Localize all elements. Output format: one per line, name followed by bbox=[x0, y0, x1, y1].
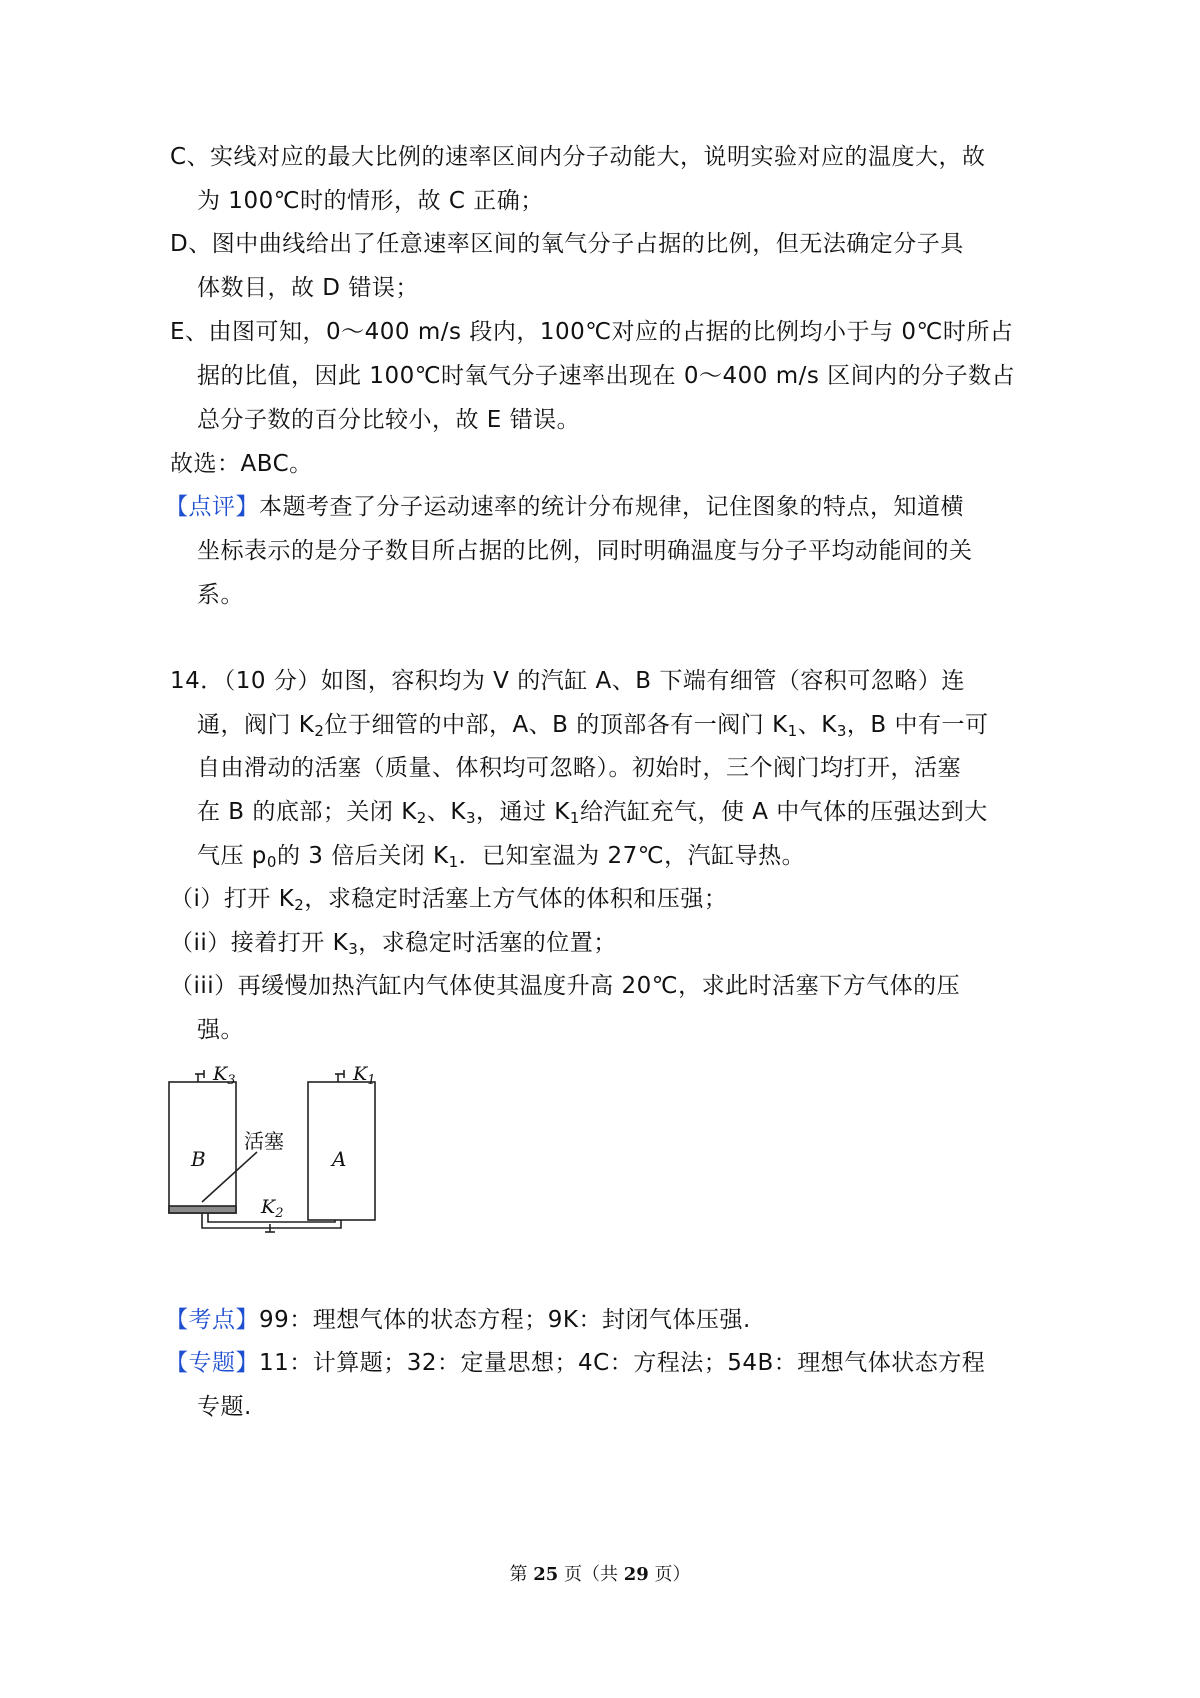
sub-question-ii bbox=[170, 928, 617, 958]
label-a: A bbox=[332, 1147, 347, 1171]
comment-line-2: 坐标表示的是分子数目所占据的比例，同时明确温度与分子平均动能间的关 bbox=[197, 538, 973, 564]
q14-l2-sub-3: 3 bbox=[836, 722, 847, 740]
q14-l4-part-d: 给汽缸充气，使 A 中气体的压强达到大 bbox=[579, 799, 988, 825]
q14-l2-part-d: ，B 中有一可 bbox=[846, 712, 989, 738]
option-c-line-1: C、实线对应的最大比例的速率区间内分子动能大，说明实验对应的温度大，故 bbox=[170, 144, 986, 170]
question-14-line-5 bbox=[197, 841, 805, 871]
footer-page-number: 25 bbox=[533, 1564, 559, 1585]
comment-text-1: 本题考查了分子运动速率的统计分布规律，记住图象的特点，知道横 bbox=[259, 494, 964, 520]
piston-pointer-line bbox=[202, 1152, 257, 1202]
label-k1: $K_1$ bbox=[353, 1063, 376, 1088]
footer-middle: 页（共 bbox=[558, 1564, 624, 1585]
q14-l5-sub-1: 0 bbox=[266, 853, 277, 871]
zhuanti-line-1 bbox=[165, 1348, 985, 1378]
kaodian-text: 99：理想气体的状态方程；9K：封闭气体压强. bbox=[259, 1307, 751, 1333]
kaodian-line bbox=[165, 1305, 751, 1335]
answer-line: 故选：ABC。 bbox=[170, 451, 313, 477]
zhuanti-tag: 【专题】 bbox=[165, 1350, 259, 1376]
sub-question-ii-part-b: ，求稳定时活塞的位置； bbox=[358, 930, 617, 956]
cylinder-figure bbox=[160, 1060, 390, 1240]
q14-l4-sub-1: 2 bbox=[416, 809, 427, 827]
q14-l2-sub-1: 2 bbox=[314, 722, 325, 740]
kaodian-tag: 【考点】 bbox=[165, 1307, 259, 1333]
question-14-line-1: 14．（10 分）如图，容积均为 V 的汽缸 A、B 下端有细管（容积可忽略）连 bbox=[170, 668, 965, 694]
option-c-line-2: 为 100℃时的情形，故 C 正确； bbox=[197, 188, 544, 214]
sub-question-i bbox=[170, 884, 727, 914]
q14-l5-part-b: 的 3 倍后关闭 K bbox=[276, 843, 449, 869]
sub-question-ii-part-a: （ii）接着打开 K bbox=[170, 930, 349, 956]
zhuanti-line-2: 专题. bbox=[197, 1394, 252, 1420]
sub-question-ii-sub: 3 bbox=[348, 940, 359, 958]
q14-l2-part-a: 通，阀门 K bbox=[197, 712, 315, 738]
footer-total-pages: 29 bbox=[623, 1564, 649, 1585]
comment-line-1 bbox=[165, 492, 964, 522]
label-b: B bbox=[191, 1147, 206, 1171]
sub-question-i-part-a: （i）打开 K bbox=[170, 886, 295, 912]
page-footer bbox=[0, 1563, 1200, 1587]
sub-question-i-part-b: ，求稳定时活塞上方气体的体积和压强； bbox=[304, 886, 728, 912]
q14-l2-part-b: 位于细管的中部，A、B 的顶部各有一阀门 K bbox=[324, 712, 788, 738]
footer-suffix: 页） bbox=[648, 1564, 691, 1585]
sub-question-iii-line-1: （iii）再缓慢加热汽缸内气体使其温度升高 20℃，求此时活塞下方气体的压 bbox=[170, 973, 961, 999]
option-d-line-1: D、图中曲线给出了任意速率区间的氧气分子占据的比例，但无法确定分子具 bbox=[170, 231, 964, 257]
q14-l5-part-c: ．已知室温为 27℃，汽缸导热。 bbox=[458, 843, 806, 869]
q14-l4-part-a: 在 B 的底部；关闭 K bbox=[197, 799, 417, 825]
label-k3: $K_3$ bbox=[213, 1063, 236, 1088]
footer-prefix: 第 bbox=[509, 1564, 534, 1585]
option-d-line-2: 体数目，故 D 错误； bbox=[197, 275, 419, 301]
zhuanti-text-1: 11：计算题；32：定量思想；4C：方程法；54B：理想气体状态方程 bbox=[259, 1350, 986, 1376]
q14-l4-part-c: ，通过 K bbox=[475, 799, 570, 825]
q14-l4-sub-2: 3 bbox=[465, 809, 476, 827]
label-k2: $K_2$ bbox=[261, 1196, 284, 1221]
sub-question-iii-line-2: 强。 bbox=[197, 1017, 244, 1043]
question-14-line-4 bbox=[197, 797, 988, 827]
option-e-line-2: 据的比值，因此 100℃时氧气分子速率出现在 0～400 m/s 区间内的分子数占 bbox=[197, 363, 1016, 389]
piston bbox=[169, 1206, 236, 1213]
label-piston: 活塞 bbox=[244, 1129, 284, 1153]
q14-l4-sub-3: 1 bbox=[569, 809, 580, 827]
comment-tag: 【点评】 bbox=[165, 494, 259, 520]
option-e-line-3: 总分子数的百分比较小，故 E 错误。 bbox=[197, 407, 581, 433]
comment-line-3: 系。 bbox=[197, 582, 244, 608]
option-e-line-1: E、由图可知，0～400 m/s 段内，100℃对应的占据的比例均小于与 0℃时所占 bbox=[170, 319, 1014, 345]
question-14-line-2 bbox=[197, 710, 988, 740]
q14-l4-part-b: 、K bbox=[426, 799, 466, 825]
q14-l5-sub-2: 1 bbox=[448, 853, 459, 871]
question-14-line-3: 自由滑动的活塞（质量、体积均可忽略）。初始时，三个阀门均打开，活塞 bbox=[197, 755, 961, 781]
q14-l2-part-c: 、K bbox=[797, 712, 837, 738]
sub-question-i-sub: 2 bbox=[294, 896, 305, 914]
q14-l5-part-a: 气压 p bbox=[197, 843, 267, 869]
q14-l2-sub-2: 1 bbox=[787, 722, 798, 740]
